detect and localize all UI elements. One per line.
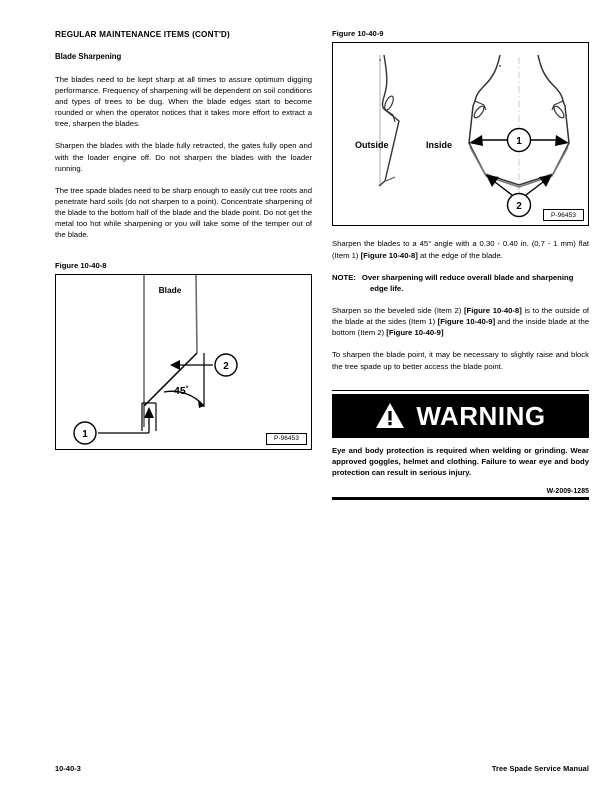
text-run: is to the outside of the blade at the sides (Item 1) [332,305,590,327]
text-run: Sharpen the blades to a 45° angle with a 0.30 - 0.40 in. (0.7 - 1 mm) flat (Item 1) [332,239,589,260]
warning-top-rule [332,390,589,391]
right-column [332,30,589,500]
inside-label: Inside [426,140,453,151]
subsection-title: Blade Sharpening [55,52,122,62]
callout-2-label: 2 [516,201,522,213]
body-paragraph [332,305,589,338]
body-paragraph: Sharpen the blades with the blade fully retracted, the gates fully open and with the loader engine off. Do not sharpen the blades with the loader running. [55,141,312,173]
figure-caption-10-40-9: Figure 10-40-9 [332,29,384,38]
callout-1-label: 1 [82,428,88,440]
page-title: REGULAR MAINTENANCE ITEMS (CONT'D) [55,30,230,39]
left-column [55,30,312,450]
note-body: Over sharpening will reduce overall blade and sharpening edge life. [361,272,574,293]
figure-reference: [Figure 10-40-8] [463,305,522,315]
note-label: NOTE: [332,272,356,282]
text-run: Sharpen so the beveled side (Item 2) [332,305,464,315]
note-paragraph [332,272,589,294]
body-paragraph [332,238,589,260]
footer-manual-title: Tree Spade Service Manual [491,764,589,773]
body-paragraph: The tree spade blades need to be sharp enough to easily cut tree roots and penetrate hard soils (do not sharpen to a point). Concentrate sharpening of the blade to the bottom half of the blade and the blade point. Do not get the metal too hot while sharpening or you will take some of the temper out of the blade. [55,185,312,240]
figure-part-number: P-96453 [266,433,307,445]
figure-reference: [Figure 10-40-9] [386,328,444,338]
figure-caption-10-40-8: Figure 10-40-8 [55,260,107,270]
figure-part-number: P-96453 [543,209,584,221]
blade-orientation-diagram [333,43,588,225]
figure-10-40-9 [332,42,589,226]
footer-page-number: 10-40-3 [55,764,81,773]
text-run: and the inside blade at the bottom (Item 2) [332,317,589,338]
warning-body-text: Eye and body protection is required when welding or grinding. Wear approved goggles, helmet and clothing. Failure to wear eye and body protection can result in serious injury. [332,445,589,478]
figure-reference: [Figure 10-40-9] [437,317,496,327]
body-paragraph: To sharpen the blade point, it may be necessary to slightly raise and block the tree spade up to better access the blade point. [332,350,589,371]
callout-1-label: 1 [516,136,522,148]
warning-block [332,390,589,500]
figure-reference: [Figure 10-40-8] [360,250,418,260]
callout-2-label: 2 [223,360,229,372]
figure-10-40-8 [55,274,312,450]
warning-code: W-2009-1285 [546,488,589,496]
warning-triangle-icon [375,402,405,429]
page-footer [55,764,589,773]
outside-label: Outside [355,140,389,151]
text-run: at the edge of the blade. [417,250,503,260]
body-paragraph: The blades need to be kept sharp at all times to assure optimum digging performance. Frequency of sharpening will be dependent on soil conditions and types of trees to be dug. When the blade edges start to become rounded or when the operator notices that it takes more effort to extract a tree, sharpen the blades. [55,74,312,129]
angle-label: 45° [174,384,189,397]
warning-title: WARNING [416,400,546,431]
blade-angle-diagram [56,275,311,449]
warning-header-bar [332,394,589,438]
warning-bottom-rule [332,497,589,499]
blade-text-label: Blade [158,284,182,295]
